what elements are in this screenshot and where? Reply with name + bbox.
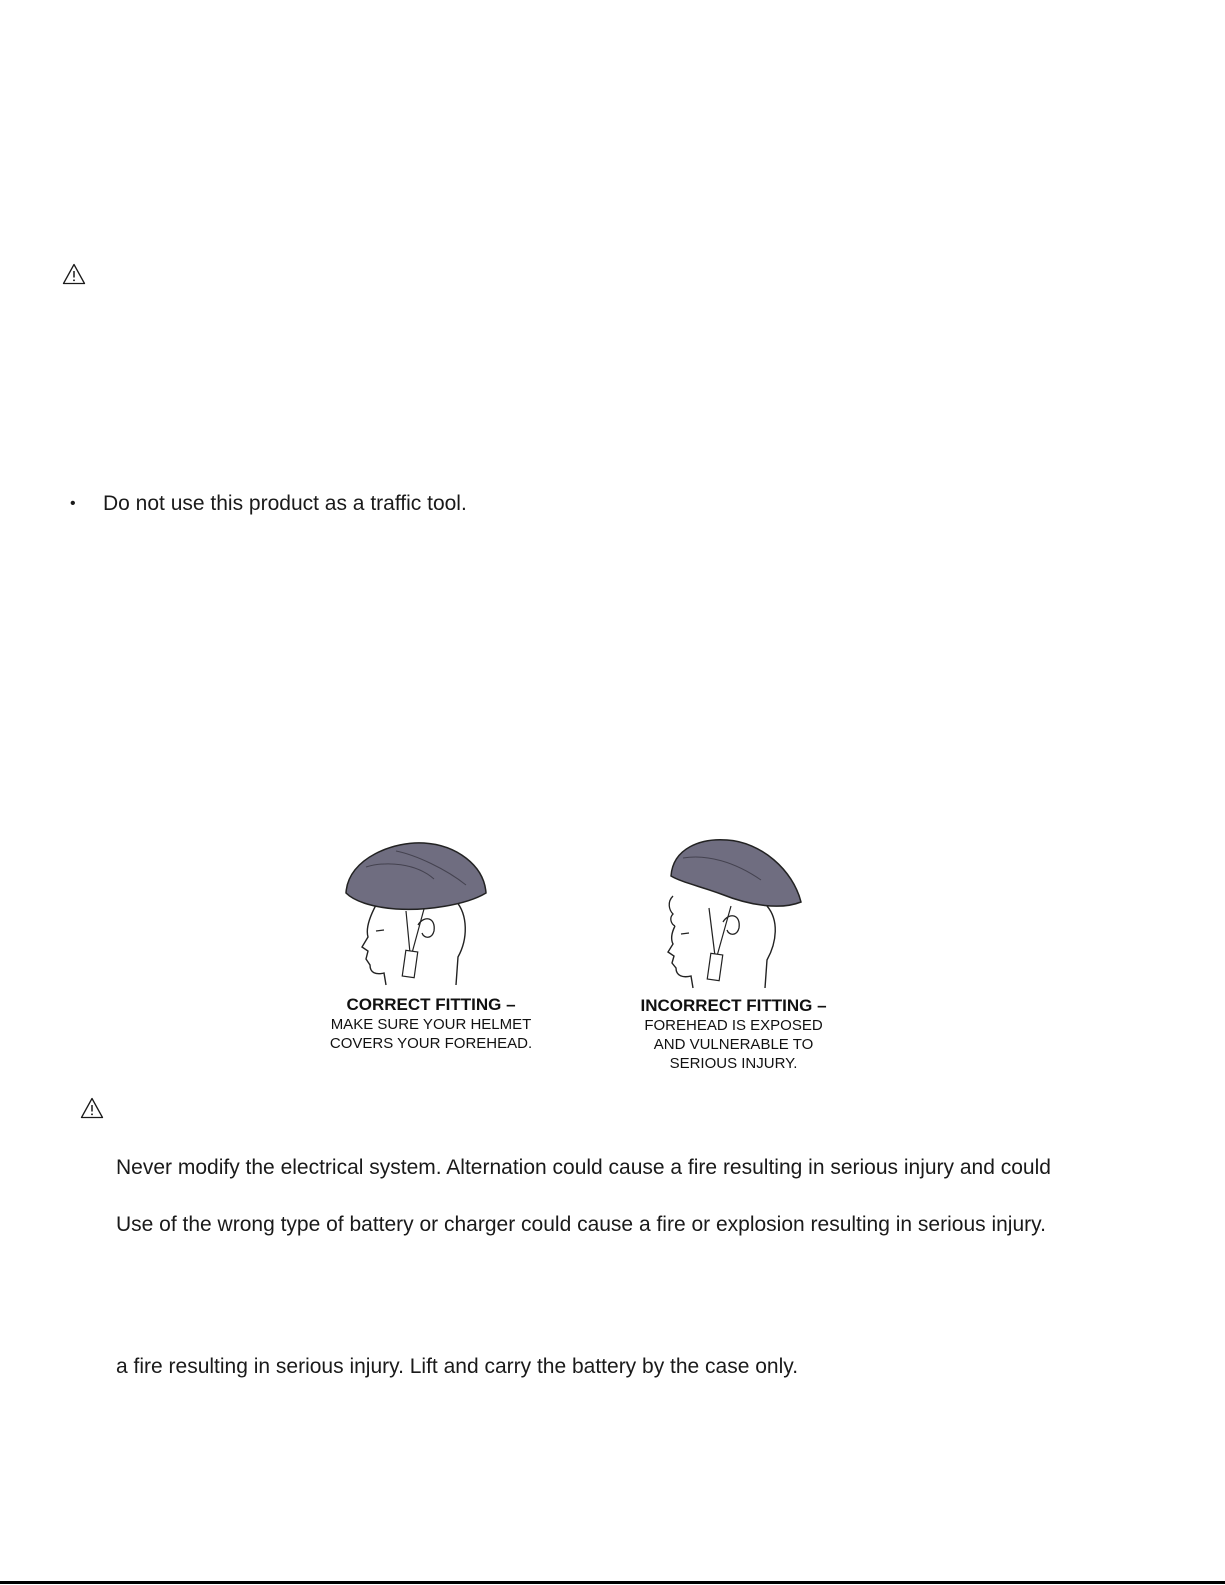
warning-triangle-icon [80, 1097, 104, 1119]
correct-fitting-caption [306, 995, 556, 1053]
incorrect-fitting-line: SERIOUS INJURY. [669, 1055, 798, 1072]
page-bottom-rule [0, 1581, 1225, 1584]
battery-handling-line: a fire resulting in serious injury. Lift and carry the battery by the case only. [116, 1355, 799, 1378]
incorrect-fitting-illustration [611, 836, 856, 991]
incorrect-fitting-figure [611, 836, 856, 1076]
incorrect-fitting-title: INCORRECT FITTING – [640, 996, 827, 1015]
correct-fitting-figure [306, 835, 556, 1075]
battery-warning-line: Use of the wrong type of battery or charger could cause a fire or explosion resulting in serious injury. [116, 1213, 1046, 1236]
incorrect-fitting-line: AND VULNERABLE TO [653, 1036, 814, 1053]
correct-fitting-illustration [306, 835, 556, 990]
correct-fitting-title: CORRECT FITTING – [346, 995, 516, 1014]
electrical-warning-line: Never modify the electrical system. Alternation could cause a fire resulting in serious injury and could [116, 1156, 1051, 1179]
incorrect-fitting-caption [611, 996, 856, 1073]
correct-fitting-line: COVERS YOUR FOREHEAD. [329, 1035, 533, 1052]
bullet-marker: • [70, 495, 76, 512]
correct-fitting-line: MAKE SURE YOUR HELMET [330, 1016, 532, 1033]
warning-triangle-icon [62, 263, 86, 285]
bullet-text: Do not use this product as a traffic tool. [103, 492, 467, 515]
incorrect-fitting-line: FOREHEAD IS EXPOSED [644, 1017, 823, 1034]
